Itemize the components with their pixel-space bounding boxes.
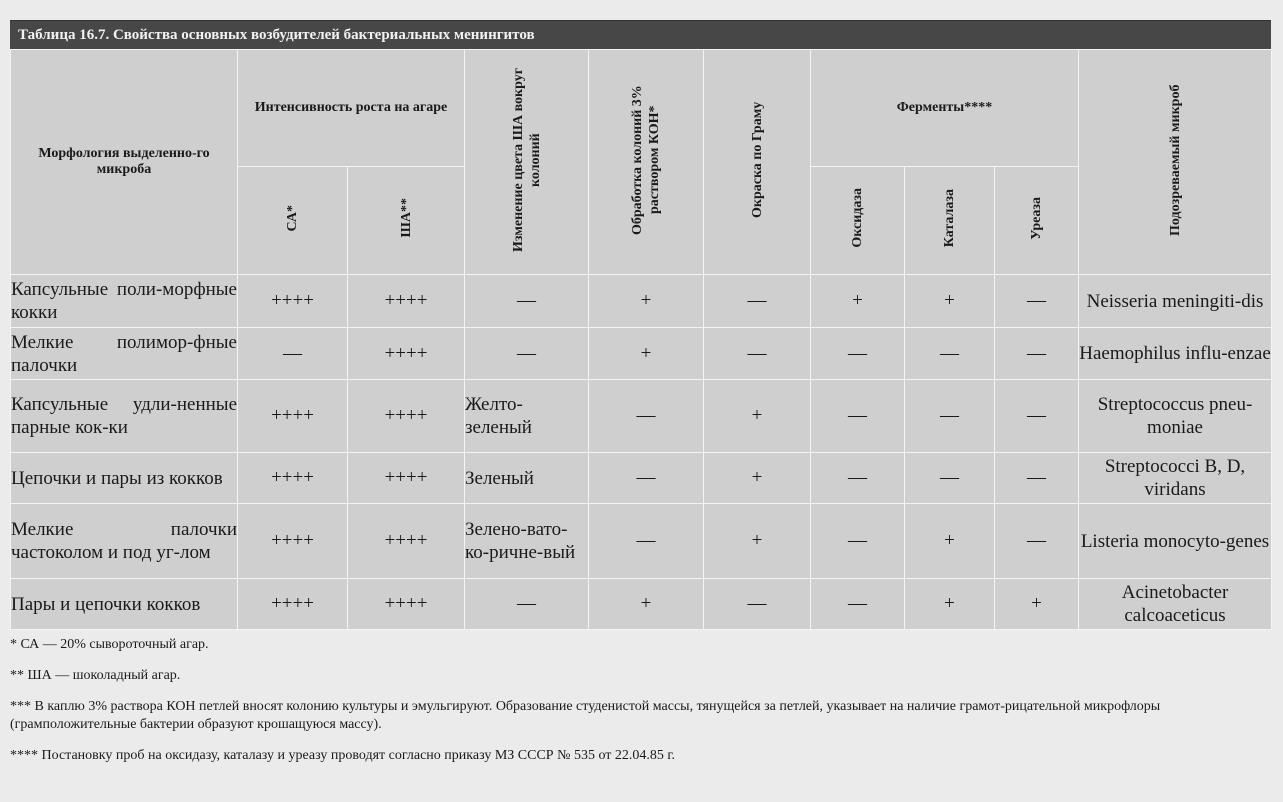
cell-catalase: + <box>905 579 995 630</box>
cell-morphology: Мелкие полимор-фные палочки <box>11 328 238 380</box>
cell-suspected: Listeria monocyto-genes <box>1079 504 1272 579</box>
table-row <box>11 579 1272 630</box>
bacteria-table <box>10 49 1272 630</box>
cell-catalase: + <box>905 504 995 579</box>
cell-suspected: Haemophilus influ-enzae <box>1079 328 1272 380</box>
cell-koh: — <box>589 380 704 453</box>
cell-suspected: Streptococci B, D, viridans <box>1079 453 1272 504</box>
cell-sha: ++++ <box>348 275 465 328</box>
cell-ca: ++++ <box>238 380 348 453</box>
header-sha: ША** <box>348 167 465 275</box>
cell-suspected: Acinetobacter calcoaceticus <box>1079 579 1272 630</box>
cell-ca: ++++ <box>238 453 348 504</box>
table-row <box>11 380 1272 453</box>
cell-oxidase: — <box>811 453 905 504</box>
cell-oxidase: + <box>811 275 905 328</box>
cell-oxidase: — <box>811 380 905 453</box>
header-gram: Окраска по Граму <box>704 50 811 275</box>
cell-oxidase: — <box>811 328 905 380</box>
cell-koh: — <box>589 504 704 579</box>
header-growth: Интенсивность роста на агаре <box>238 50 465 167</box>
cell-koh: — <box>589 453 704 504</box>
cell-suspected: Neisseria meningiti-dis <box>1079 275 1272 328</box>
table-page <box>10 20 1271 778</box>
cell-morphology: Пары и цепочки кокков <box>11 579 238 630</box>
cell-morphology: Цепочки и пары из кокков <box>11 453 238 504</box>
footnote-ca: * СА — 20% сывороточный агар. <box>10 637 209 652</box>
cell-gram: + <box>704 504 811 579</box>
cell-koh: + <box>589 579 704 630</box>
cell-sha: ++++ <box>348 579 465 630</box>
table-row <box>11 453 1272 504</box>
cell-ca: ++++ <box>238 504 348 579</box>
cell-koh: + <box>589 328 704 380</box>
header-ca: СА* <box>238 167 348 275</box>
cell-morphology: Капсульные удли-ненные парные кок-ки <box>11 380 238 453</box>
footnotes <box>10 636 1271 765</box>
cell-koh: + <box>589 275 704 328</box>
table-title: Таблица 16.7. Свойства основных возбудителей бактериальных менингитов <box>10 20 1271 49</box>
cell-suspected: Streptococcus pneu-moniae <box>1079 380 1272 453</box>
cell-urease: — <box>995 275 1079 328</box>
cell-sha: ++++ <box>348 328 465 380</box>
header-catalase: Каталаза <box>905 167 995 275</box>
cell-sha: ++++ <box>348 504 465 579</box>
header-color-change: Изменение цвета ША вокруг колоний <box>465 50 589 275</box>
cell-urease: — <box>995 380 1079 453</box>
table-row <box>11 504 1272 579</box>
cell-color-change: — <box>465 579 589 630</box>
cell-gram: + <box>704 380 811 453</box>
cell-urease: + <box>995 579 1079 630</box>
cell-gram: + <box>704 453 811 504</box>
table-row <box>11 328 1272 380</box>
cell-gram: — <box>704 328 811 380</box>
header-oxidase: Оксидаза <box>811 167 905 275</box>
header-koh: Обработка колоний 3% раствором КОН* <box>589 50 704 275</box>
cell-color-change: — <box>465 275 589 328</box>
cell-ca: ++++ <box>238 275 348 328</box>
header-urease: Уреаза <box>995 167 1079 275</box>
cell-morphology: Мелкие палочки частоколом и под уг-лом <box>11 504 238 579</box>
footnote-sha: ** ША — шоколадный агар. <box>10 668 181 683</box>
cell-oxidase: — <box>811 579 905 630</box>
cell-color-change: — <box>465 328 589 380</box>
cell-urease: — <box>995 328 1079 380</box>
cell-urease: — <box>995 504 1079 579</box>
cell-gram: — <box>704 579 811 630</box>
header-morphology: Морфология выделенно-го микроба <box>11 50 238 275</box>
cell-sha: ++++ <box>348 453 465 504</box>
cell-catalase: — <box>905 453 995 504</box>
cell-color-change: Зеленый <box>465 453 589 504</box>
footnote-koh: *** В каплю 3% раствора КОН петлей вносят колонию культуры и эмульгируют. Образование студенистой массы, тянущейся за петлей, указывает на наличие грамот-рицательной микрофлоры (грамположительные бактерии образуют крошащуюся массу). <box>10 699 1161 732</box>
cell-morphology: Капсульные поли-морфные кокки <box>11 275 238 328</box>
header-enzymes: Ферменты**** <box>811 50 1079 167</box>
cell-ca: ++++ <box>238 579 348 630</box>
cell-ca: — <box>238 328 348 380</box>
footnote-enzymes: **** Постановку проб на оксидазу, каталазу и уреазу проводят согласно приказу МЗ СССР № 535 от 22.04.85 г. <box>10 748 676 763</box>
cell-gram: — <box>704 275 811 328</box>
cell-urease: — <box>995 453 1079 504</box>
header-suspected: Подозреваемый микроб <box>1079 50 1272 275</box>
table-row <box>11 275 1272 328</box>
cell-color-change: Зелено-вато-ко-ричне-вый <box>465 504 589 579</box>
cell-catalase: + <box>905 275 995 328</box>
cell-catalase: — <box>905 328 995 380</box>
cell-oxidase: — <box>811 504 905 579</box>
cell-catalase: — <box>905 380 995 453</box>
cell-color-change: Желто-зеленый <box>465 380 589 453</box>
cell-sha: ++++ <box>348 380 465 453</box>
